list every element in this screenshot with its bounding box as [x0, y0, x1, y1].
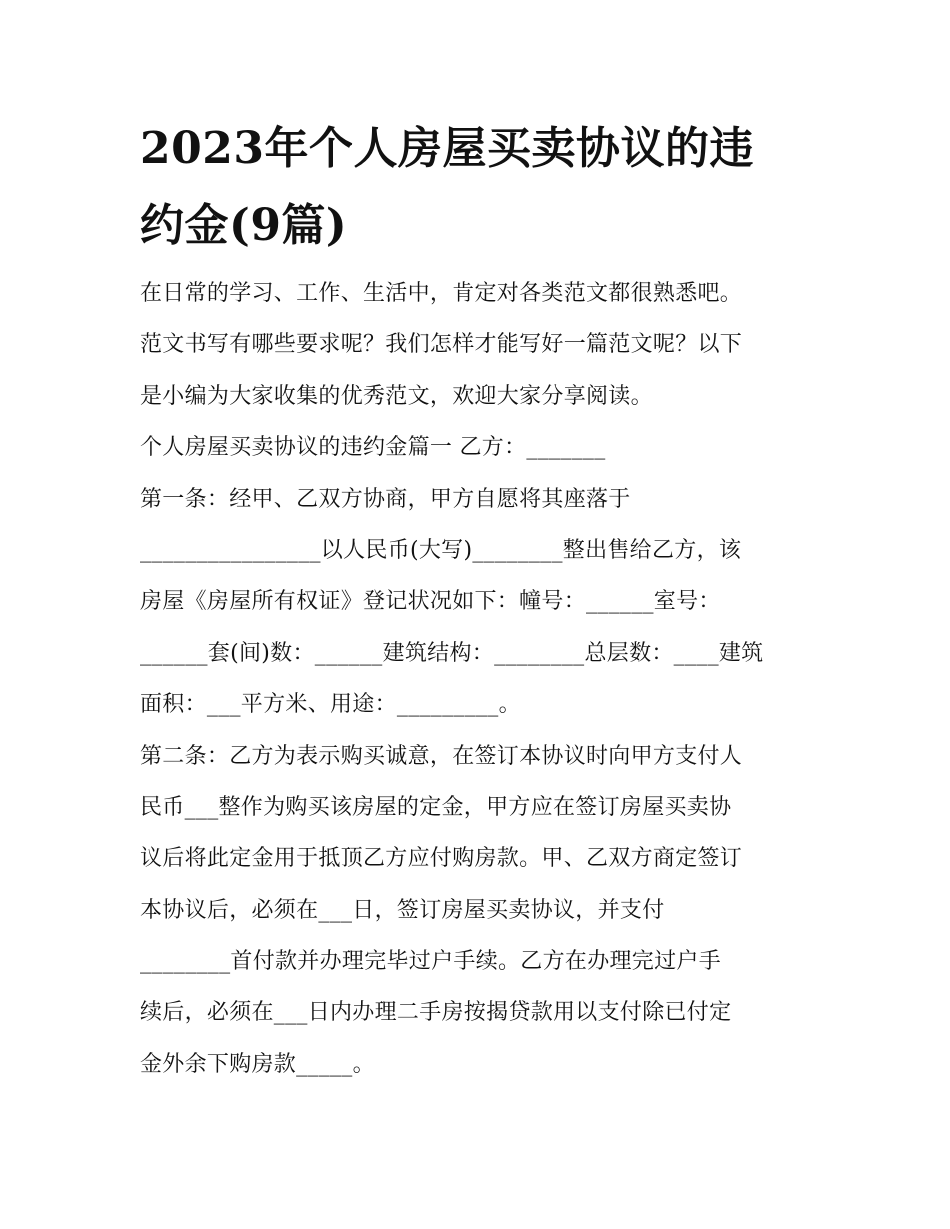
- document-page: [140, 110, 812, 1090]
- body-line-3: 是小编为大家收集的优秀范文，欢迎大家分享阅读。: [140, 383, 653, 409]
- title-line-1: 2023年个人房屋买卖协议的违: [140, 123, 754, 174]
- body-line-8: ______套(间)数：______建筑结构：________总层数：____建筑: [140, 640, 764, 666]
- body-line-14: ________首付款并办理完毕过户手续。乙方在办理完过户手: [140, 949, 722, 975]
- document-body: [140, 268, 812, 1090]
- body-line-11: 民币___整作为购买该房屋的定金，甲方应在签订房屋买卖协: [140, 794, 732, 820]
- body-line-6: ________________以人民币(大写)________整出售给乙方，该: [140, 537, 742, 563]
- body-line-2: 范文书写有哪些要求呢？我们怎样才能写好一篇范文呢？以下: [140, 332, 743, 358]
- title-line-2: 约金(9篇): [140, 200, 348, 251]
- body-line-4: 个人房屋买卖协议的违约金篇一 乙方：_______: [140, 435, 606, 461]
- body-line-10: 第二条：乙方为表示购买诚意，在签订本协议时向甲方支付人: [140, 743, 743, 769]
- body-line-13: 本协议后，必须在___日，签订房屋买卖协议，并支付: [140, 897, 665, 923]
- body-line-1: 在日常的学习、工作、生活中，肯定对各类范文都很熟悉吧。: [140, 281, 743, 306]
- body-line-7: 房屋《房屋所有权证》登记状况如下：幢号：______室号：: [140, 589, 721, 615]
- body-line-15: 续后，必须在___日内办理二手房按揭贷款用以支付除已付定: [140, 1000, 732, 1026]
- body-line-16: 金外余下购房款_____。: [140, 1051, 375, 1077]
- body-line-9: 面积：___平方米、用途：_________。: [140, 692, 521, 718]
- document-title: [140, 110, 812, 264]
- body-line-5: 第一条：经甲、乙双方协商，甲方自愿将其座落于: [140, 486, 631, 512]
- body-line-12: 议后将此定金用于抵顶乙方应付购房款。甲、乙双方商定签订: [140, 846, 743, 872]
